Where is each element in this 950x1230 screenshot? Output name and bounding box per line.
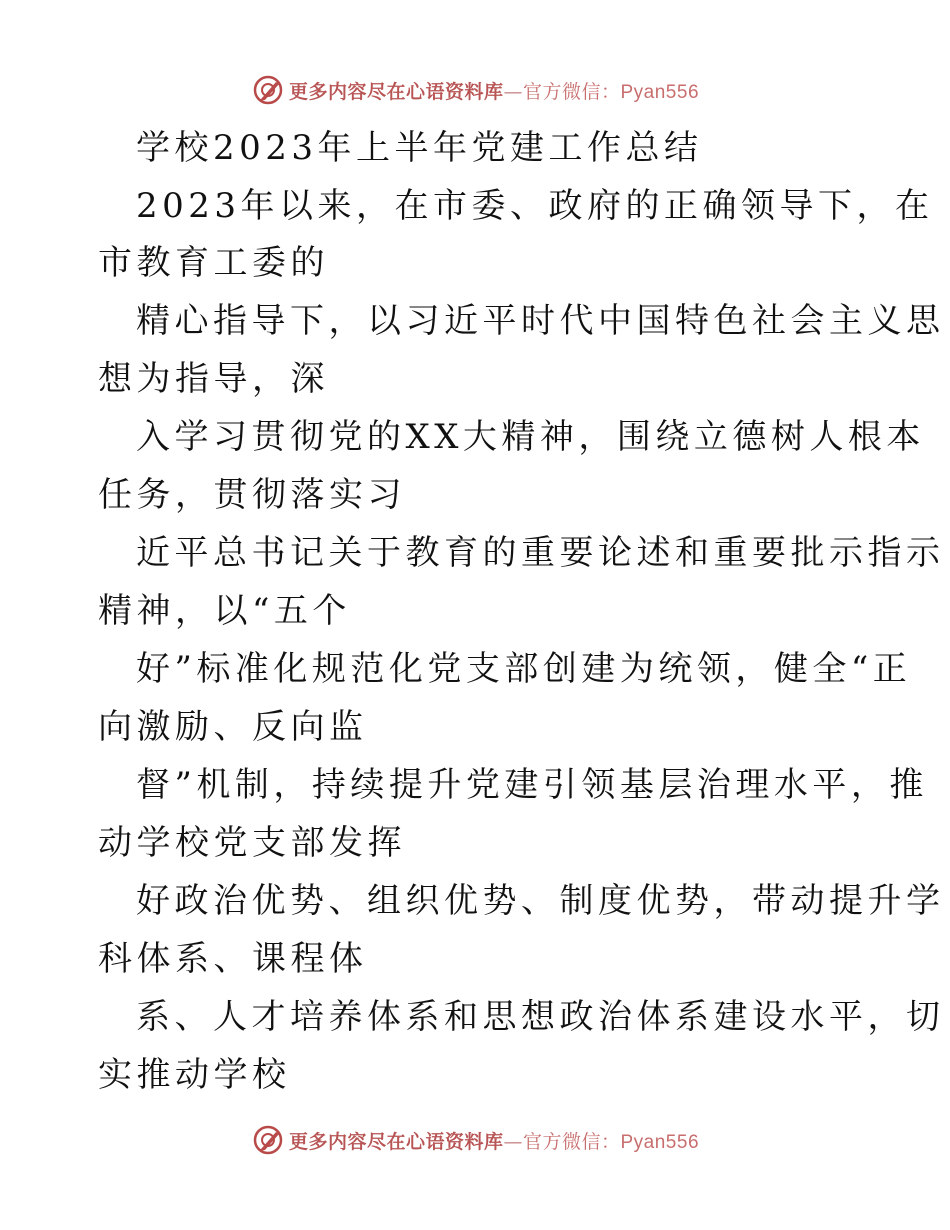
text-line: 精心指导下，以习近平时代中国特色社会主义思	[136, 301, 945, 341]
text-line: 2023年以来，在市委、政府的正确领导下，在	[136, 186, 934, 226]
watermark-id: Pyan556	[620, 81, 700, 103]
watermark-dash: —	[503, 80, 523, 103]
text-line: 好”标准化规范化党支部创建为统领，健全“正	[136, 649, 912, 689]
text-line: 精神，以“五个	[98, 591, 351, 631]
document-title: 学校2023年上半年党建工作总结	[136, 128, 703, 168]
watermark-dash: —	[503, 1130, 523, 1153]
watermark-main: 更多内容尽在心语资料库	[288, 80, 504, 103]
watermark-suffix: 官方微信：	[522, 1130, 621, 1153]
watermark-id: Pyan556	[620, 1131, 700, 1153]
text-line: 系、人才培养体系和思想政治体系建设水平，切	[136, 997, 945, 1037]
text-line: 想为指导，深	[98, 359, 329, 399]
text-line: 实推动学校	[98, 1055, 291, 1095]
text-line: 近平总书记关于教育的重要论述和重要批示指示	[136, 533, 945, 573]
text-line: 市教育工委的	[98, 243, 329, 283]
text-line: 科体系、课程体	[98, 939, 368, 979]
watermark-text	[289, 1127, 699, 1154]
watermark-suffix: 官方微信：	[522, 80, 621, 103]
text-line: 任务，贯彻落实习	[98, 475, 406, 515]
text-line: 入学习贯彻党的XX大精神，围绕立德树人根本	[136, 417, 925, 457]
text-line: 向激励、反向监	[98, 707, 368, 747]
logo-icon	[251, 1123, 285, 1157]
text-line: 好政治优势、组织优势、制度优势，带动提升学	[136, 881, 945, 921]
footer-watermark	[0, 1120, 950, 1160]
watermark-main: 更多内容尽在心语资料库	[288, 1130, 504, 1153]
text-line: 督”机制，持续提升党建引领基层治理水平，推	[136, 765, 928, 805]
text-line: 动学校党支部发挥	[98, 823, 406, 863]
